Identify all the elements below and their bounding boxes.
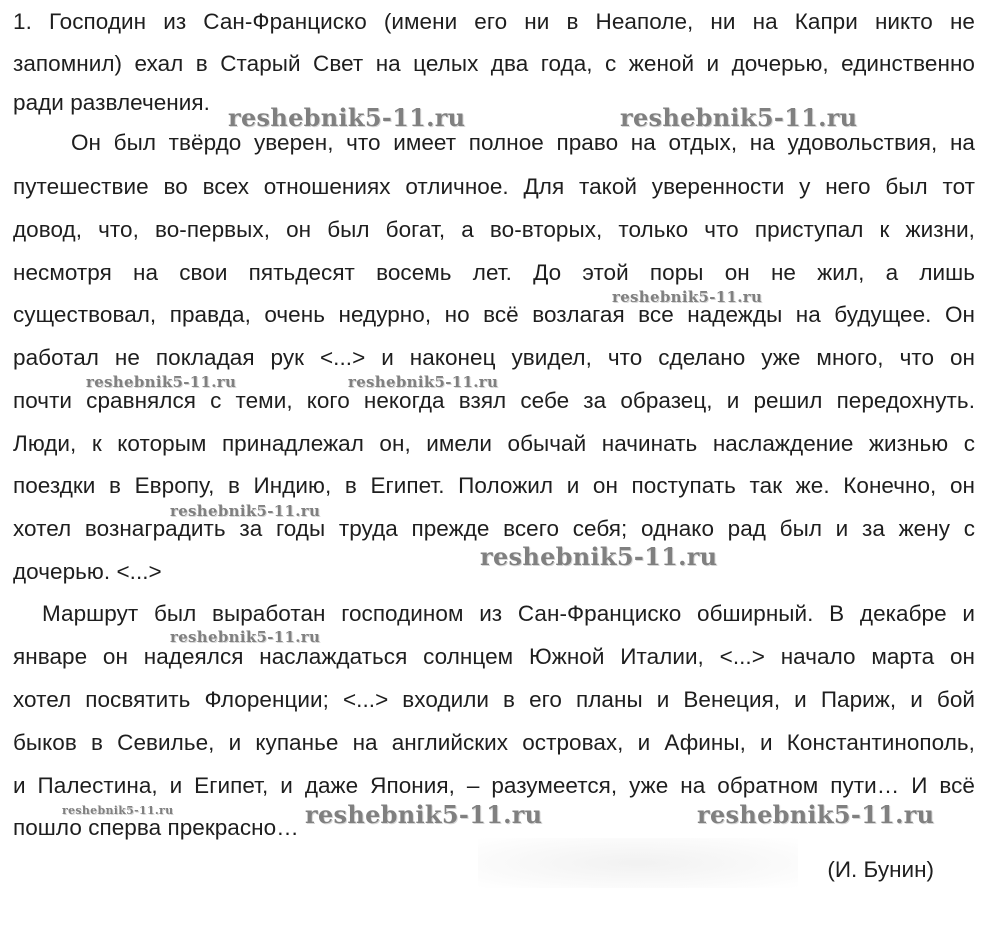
paragraph2-line: путешествие во всех отношениях отличное. Для такой уверенности у него был тот: [13, 174, 975, 199]
paragraph2-line: почти сравнялся с теми, кого некогда взял себе за образец, и решил передохнуть.: [13, 388, 975, 413]
paragraph2-line: дочерью. <...>: [13, 559, 162, 584]
paragraph3-line: январе он надеялся наслаждаться солнцем Южной Италии, <...> начало марта он: [13, 644, 975, 669]
paragraph2-line: хотел вознаградить за годы труда прежде всего себя; однако рад был и за жену с: [13, 516, 975, 541]
watermark: reshebnik5-11.ru: [480, 542, 718, 571]
paragraph3-line: и Палестина, и Египет, и даже Япония, – разумеется, уже на обратном пути… И всё: [13, 773, 975, 798]
paragraph1-line: ради развлечения.: [13, 90, 210, 115]
watermark: reshebnik5-11.ru: [62, 804, 174, 817]
watermark: reshebnik5-11.ru: [348, 373, 499, 391]
watermark: reshebnik5-11.ru: [228, 103, 466, 132]
watermark: reshebnik5-11.ru: [305, 800, 543, 829]
paragraph3-line: быков в Севилье, и купанье на английских островах, и Афины, и Константинополь,: [13, 730, 975, 755]
paragraph2-line: несмотря на свои пятьдесят восемь лет. До этой поры он не жил, а лишь: [13, 260, 975, 285]
smudge-mark: [478, 838, 798, 888]
paragraph2-line: Он был твёрдо уверен, что имеет полное право на отдых, на удовольствия, на: [71, 130, 975, 155]
paragraph1-line: 1. Господин из Сан-Франциско (имени его ни в Неаполе, ни на Капри никто не: [13, 9, 975, 34]
watermark: reshebnik5-11.ru: [170, 502, 321, 520]
paragraph1-line: запомнил) ехал в Старый Свет на целых два года, с женой и дочерью, единственно: [13, 51, 975, 76]
watermark: reshebnik5-11.ru: [612, 288, 763, 306]
watermark: reshebnik5-11.ru: [86, 373, 237, 391]
paragraph3-line: хотел посвятить Флоренции; <...> входили в его планы и Венеция, и Париж, и бой: [13, 687, 975, 712]
paragraph2-line: Люди, к которым принадлежал он, имели обычай начинать наслаждение жизнью с: [13, 431, 975, 456]
paragraph2-line: работал не покладая рук <...> и наконец увидел, что сделано уже много, что он: [13, 345, 975, 370]
watermark: reshebnik5-11.ru: [170, 628, 321, 646]
paragraph2-line: довод, что, во-первых, он был богат, а во-вторых, только что приступал к жизни,: [13, 217, 975, 242]
watermark: reshebnik5-11.ru: [620, 103, 858, 132]
watermark: reshebnik5-11.ru: [697, 800, 935, 829]
paragraph2-line: существовал, правда, очень недурно, но всё возлагая все надежды на будущее. Он: [13, 302, 975, 327]
paragraph3-line: пошло сперва прекрасно…: [13, 815, 299, 840]
paragraph2-line: поездки в Европу, в Индию, в Египет. Положил и он поступать так же. Конечно, он: [13, 473, 975, 498]
author-signature: (И. Бунин): [827, 857, 934, 882]
paragraph3-line: Маршрут был выработан господином из Сан-Франциско обширный. В декабре и: [42, 601, 975, 626]
